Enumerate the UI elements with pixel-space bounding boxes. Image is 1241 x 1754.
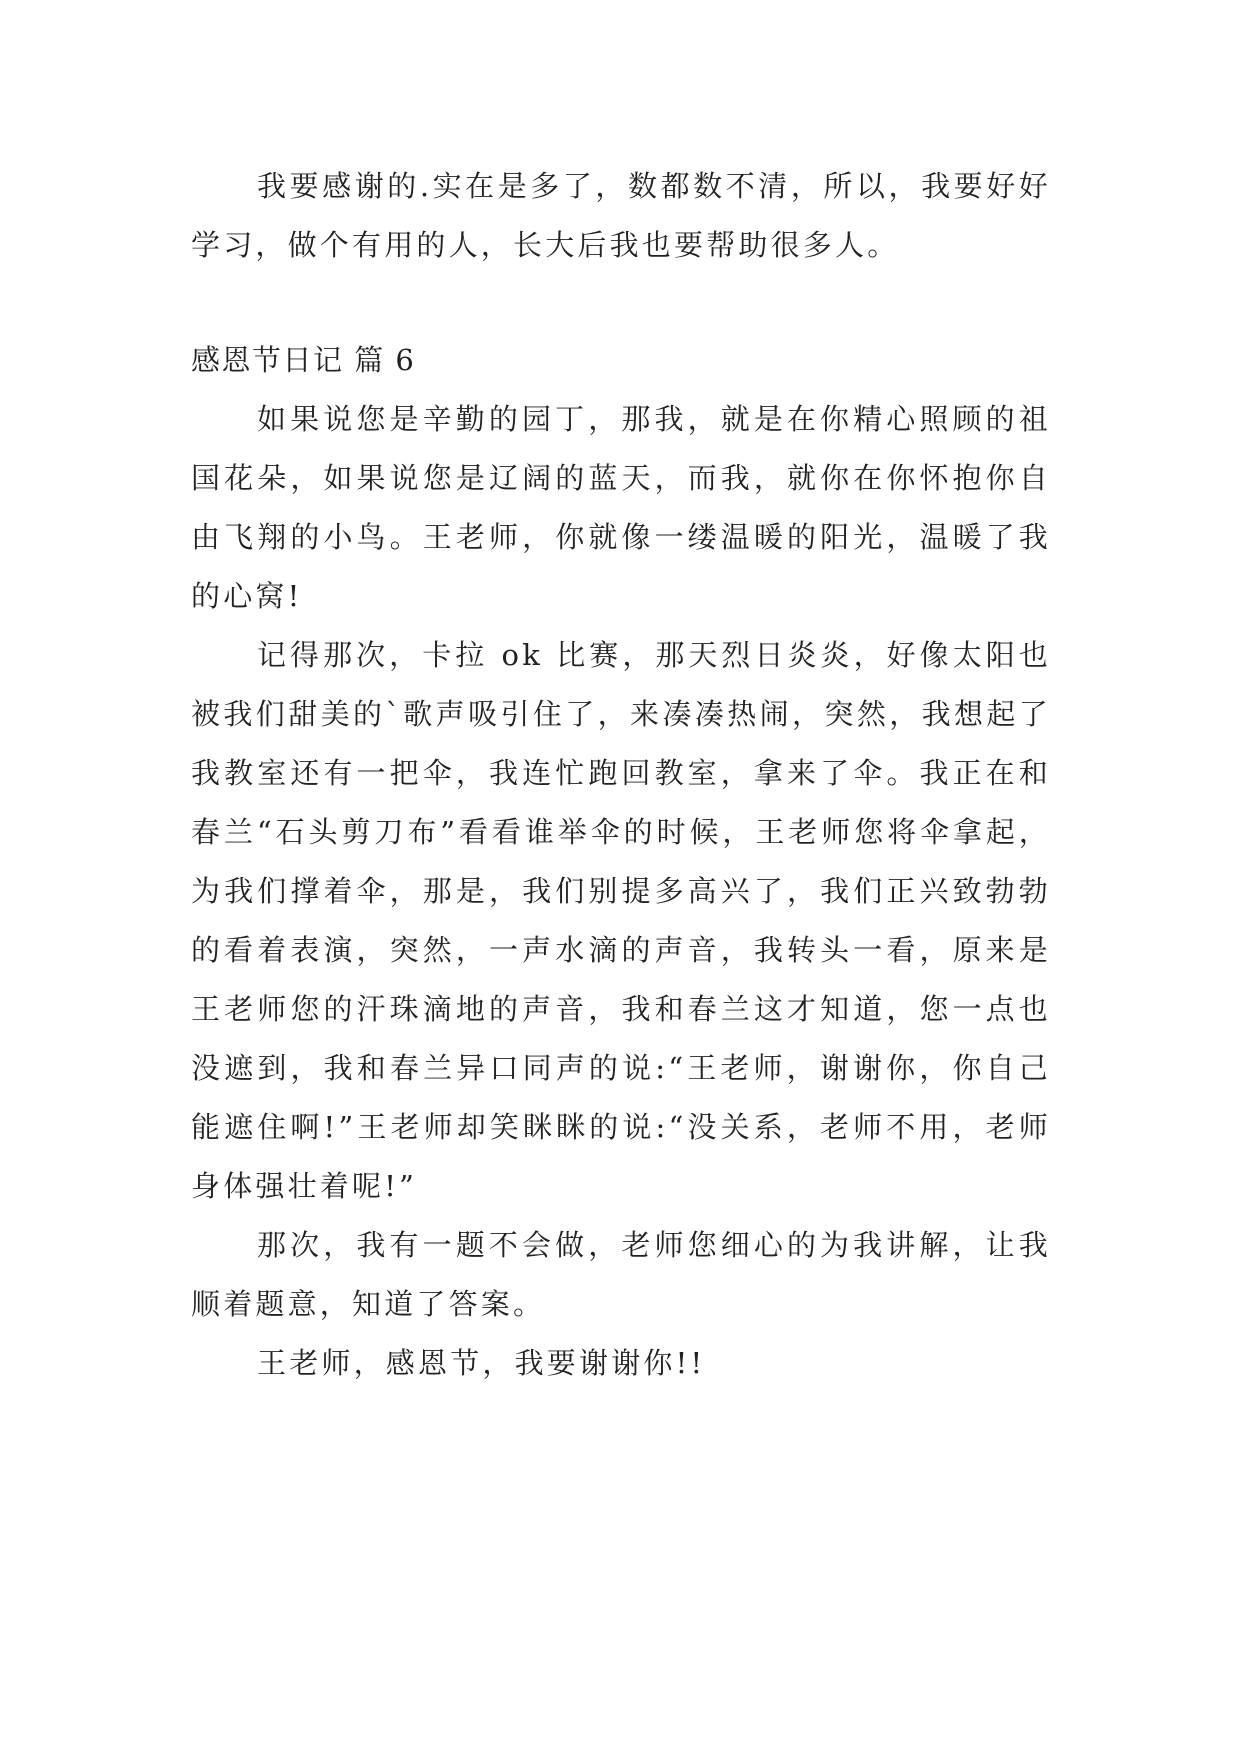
body-paragraph: 如果说您是辛勤的园丁，那我，就是在你精心照顾的祖国花朵，如果说您是辽阔的蓝天，而我，就你在你怀抱你自由飞翔的小鸟。王老师，你就像一缕温暖的阳光，温暖了我的心窝! <box>191 402 1051 613</box>
body-paragraph: 那次，我有一题不会做，老师您细心的为我讲解，让我顺着题意，知道了答案。 <box>191 1228 1051 1321</box>
intro-paragraph: 我要感谢的.实在是多了，数都数不清，所以，我要好好学习，做个有用的人，长大后我也要帮助很多人。 <box>191 169 1051 262</box>
body-paragraph: 王老师，感恩节，我要谢谢你!! <box>257 1346 706 1380</box>
text-column <box>191 157 1051 1393</box>
body-paragraph: 记得那次，卡拉 ok 比赛，那天烈日炎炎，好像太阳也被我们甜美的`歌声吸引住了，来凑凑热闹，突然，我想起了我教室还有一把伞，我连忙跑回教室，拿来了伞。我正在和春兰“石头剪刀布”看看谁举伞的时候，王老师您将伞拿起，为我们撑着伞，那是，我们别提多高兴了，我们正兴致勃勃的看着表演，突然，一声水滴的声音，我转头一看，原来是王老师您的汗珠滴地的声音，我和春兰这才知道，您一点也没遮到，我和春兰异口同声的说:“王老师，谢谢你，你自己能遮住啊!”王老师却笑眯眯的说:“没关系，老师不用，老师身体强壮着呢!” <box>191 638 1051 1203</box>
section-spacer <box>191 275 1051 331</box>
section-title: 感恩节日记 篇 6 <box>191 343 416 377</box>
